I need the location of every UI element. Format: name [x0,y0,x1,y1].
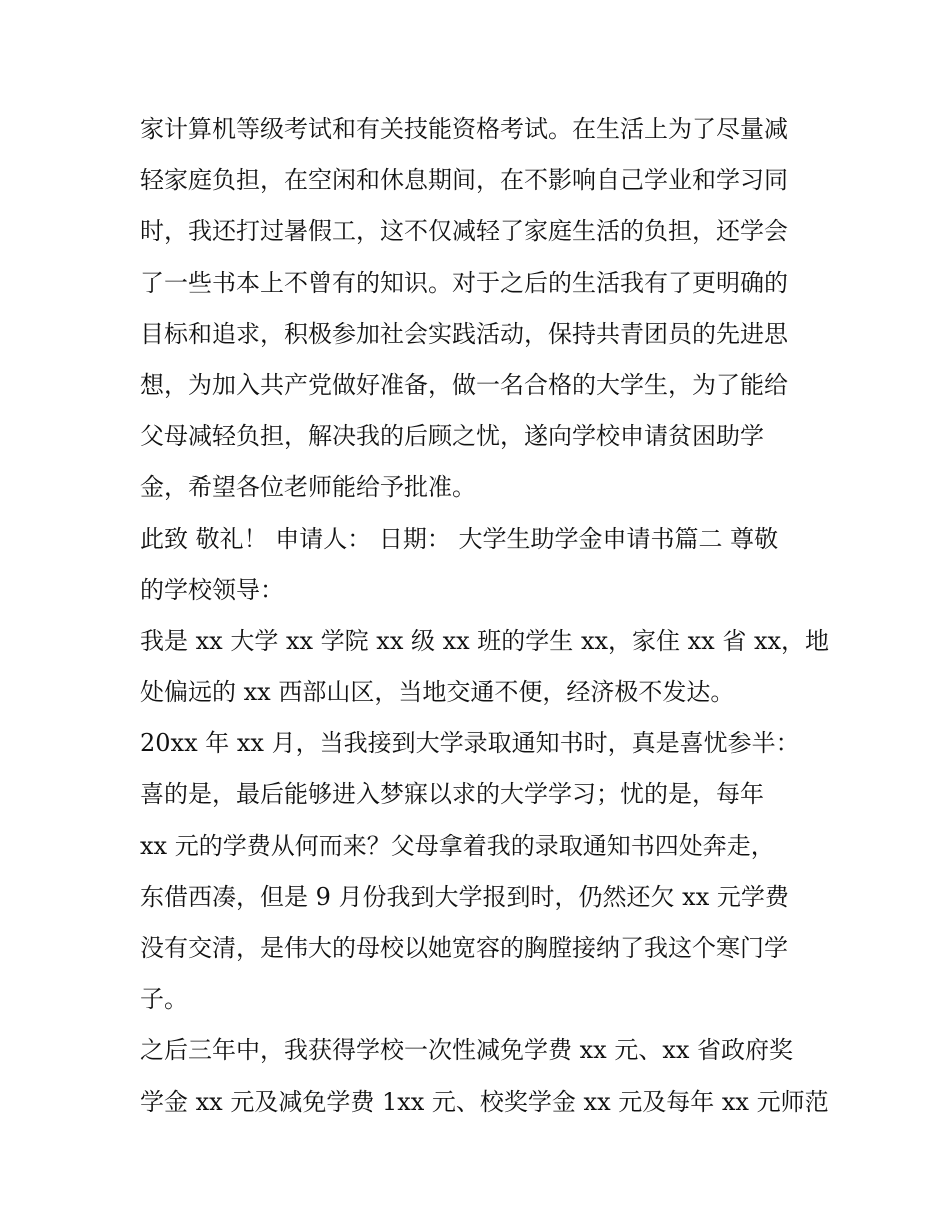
document-body [140,104,830,1128]
text-line: 处偏远的 xx 西部山区，当地交通不便，经济极不发达。 [140,678,735,707]
text-line: 喜的是，最后能够进入梦寐以求的大学学习；忧的是，每年 [140,780,764,809]
text-line: 子。 [140,985,188,1014]
text-line: 东借西凑，但是 9 月份我到大学报到时，仍然还欠 xx 元学费 [140,882,789,911]
text-line: 父母减轻负担，解决我的后顾之忧，遂向学校申请贫困助学 [140,422,764,451]
paragraph-admission [140,718,820,1025]
text-line: 的学校领导： [140,575,284,604]
text-line: 时，我还打过暑假工，这不仅减轻了家庭生活的负担，还学会 [140,217,788,246]
paragraph-scholarships [140,1025,829,1127]
text-line: 我是 xx 大学 xx 学院 xx 级 xx 班的学生 xx，家住 xx 省 xx，地 [140,626,830,655]
paragraph-closing-and-salutation [140,514,820,616]
text-line: xx 元的学费从何而来？父母拿着我的录取通知书四处奔走， [140,831,775,860]
text-line: 目标和追求，积极参加社会实践活动，保持共青团员的先进思 [140,319,788,348]
text-line: 金，希望各位老师能给予批准。 [140,473,476,502]
text-line: 想，为加入共产党做好准备，做一名合格的大学生，为了能给 [140,370,788,399]
text-line: 此致 敬礼！ 申请人： 日期： 大学生助学金申请书篇二 尊敬 [140,524,779,553]
text-line: 没有交清，是伟大的母校以她宽容的胸膛接纳了我这个寒门学 [140,934,788,962]
text-line: 20xx 年 xx 月，当我接到大学录取通知书时，真是喜忧参半： [140,729,800,758]
text-line: 了一些书本上不曾有的知识。对于之后的生活我有了更明确的 [140,268,788,297]
text-line: 家计算机等级考试和有关技能资格考试。在生活上为了尽量减 [140,115,788,143]
text-line: 轻家庭负担，在空闲和休息期间，在不影响自己学业和学习同 [140,166,788,195]
paragraph-introduction [140,616,830,718]
paragraph-family-burden [140,104,820,514]
text-line: 学金 xx 元及减免学费 1xx 元、校奖学金 xx 元及每年 xx 元师范 [140,1087,829,1116]
text-line: 之后三年中，我获得学校一次性减免学费 xx 元、xx 省政府奖 [140,1036,794,1065]
